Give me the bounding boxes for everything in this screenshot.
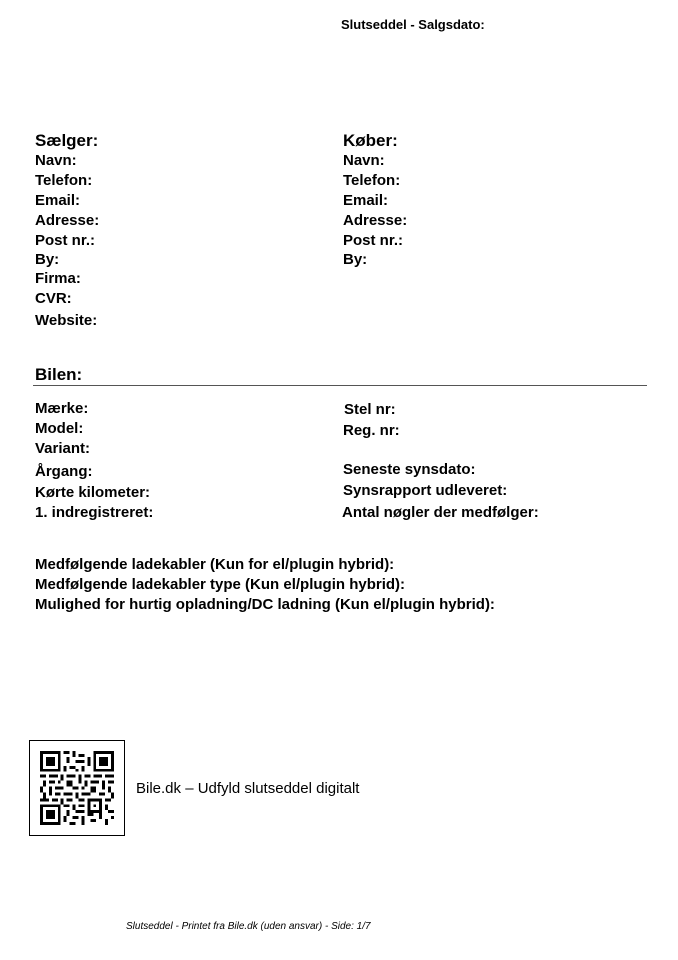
car-reg-label: Reg. nr: xyxy=(343,422,400,439)
seller-website-label: Website: xyxy=(35,312,98,329)
seller-postal-label: Post nr.: xyxy=(35,232,96,249)
seller-city-label: By: xyxy=(35,251,60,268)
section-divider xyxy=(33,385,647,386)
seller-company-label: Firma: xyxy=(35,270,81,287)
car-variant-label: Variant: xyxy=(35,440,91,457)
car-mileage-label: Kørte kilometer: xyxy=(35,484,151,501)
car-model-label: Model: xyxy=(35,420,84,437)
seller-address-label: Adresse: xyxy=(35,212,100,229)
fast-charging-label: Mulighed for hurtig opladning/DC ladning (Kun el/plugin hybrid): xyxy=(35,596,495,613)
page-title: Slutseddel - Salgsdato: xyxy=(341,17,485,32)
charging-cables-label: Medfølgende ladekabler (Kun for el/plugin hybrid): xyxy=(35,556,395,573)
buyer-name-label: Navn: xyxy=(343,152,385,169)
seller-cvr-label: CVR: xyxy=(35,290,72,307)
buyer-address-label: Adresse: xyxy=(343,212,408,229)
buyer-email-label: Email: xyxy=(343,192,389,209)
seller-heading: Sælger: xyxy=(35,131,99,150)
car-keys-label: Antal nøgler der medfølger: xyxy=(342,504,539,521)
buyer-heading: Køber: xyxy=(343,131,398,150)
car-heading: Bilen: xyxy=(35,365,83,384)
car-chassis-label: Stel nr: xyxy=(344,401,396,418)
promo-caption: Bile.dk – Udfyld slutseddel digitalt xyxy=(136,780,360,797)
qr-code-icon xyxy=(40,751,114,825)
seller-phone-label: Telefon: xyxy=(35,172,93,189)
buyer-city-label: By: xyxy=(343,251,368,268)
seller-name-label: Navn: xyxy=(35,152,77,169)
car-inspection-date-label: Seneste synsdato: xyxy=(343,461,476,478)
qr-code-frame[interactable] xyxy=(29,740,125,836)
buyer-postal-label: Post nr.: xyxy=(343,232,404,249)
car-inspection-report-label: Synsrapport udleveret: xyxy=(343,482,508,499)
charging-cable-type-label: Medfølgende ladekabler type (Kun el/plugin hybrid): xyxy=(35,576,406,593)
car-first-registration-label: 1. indregistreret: xyxy=(35,504,154,521)
car-make-label: Mærke: xyxy=(35,400,89,417)
seller-email-label: Email: xyxy=(35,192,81,209)
car-year-label: Årgang: xyxy=(35,463,93,480)
buyer-phone-label: Telefon: xyxy=(343,172,401,189)
page-footer: Slutseddel - Printet fra Bile.dk (uden ansvar) - Side: 1/7 xyxy=(126,921,371,932)
